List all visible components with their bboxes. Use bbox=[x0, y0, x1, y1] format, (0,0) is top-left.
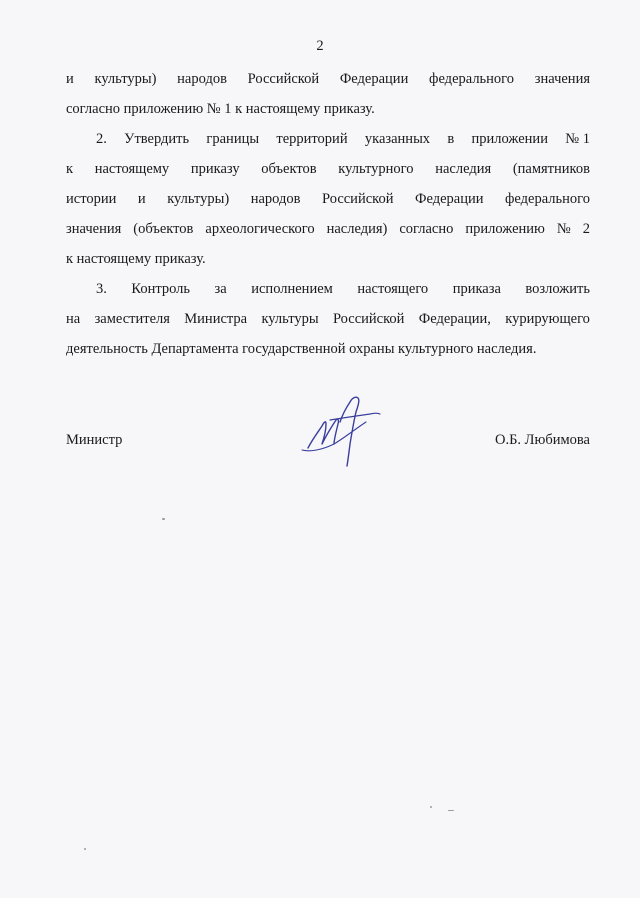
word: к bbox=[66, 161, 74, 177]
text-line: согласно приложению № 1 к настоящему приказу. bbox=[66, 101, 375, 117]
signatory-title: Министр bbox=[66, 432, 123, 448]
word: приложению bbox=[465, 221, 545, 237]
word: федерального bbox=[429, 71, 515, 87]
word: заместителя bbox=[94, 311, 170, 327]
word: исполнением bbox=[251, 281, 333, 297]
text-line bbox=[66, 304, 590, 334]
word: № bbox=[556, 221, 571, 237]
word: значения bbox=[534, 71, 590, 87]
scan-speck bbox=[448, 810, 454, 811]
word: за bbox=[214, 281, 227, 297]
word: культуры) bbox=[94, 71, 157, 87]
word: наследия bbox=[435, 161, 492, 177]
word: объектов bbox=[261, 161, 317, 177]
word: народов bbox=[250, 191, 301, 207]
word: в bbox=[447, 131, 455, 147]
text-line bbox=[66, 184, 590, 214]
word: наследия) bbox=[326, 221, 388, 237]
document-body bbox=[66, 64, 590, 364]
word: указанных bbox=[364, 131, 431, 147]
word: возложить bbox=[525, 281, 590, 297]
signature-block bbox=[66, 425, 590, 455]
word: народов bbox=[177, 71, 227, 87]
text-line bbox=[66, 124, 590, 154]
text-line bbox=[66, 64, 590, 94]
word: 3. bbox=[96, 281, 107, 297]
word: Федерации bbox=[415, 191, 484, 207]
word: Российской bbox=[322, 191, 394, 207]
word: культурного bbox=[338, 161, 414, 177]
word: федерального bbox=[505, 191, 590, 207]
word: и bbox=[66, 71, 74, 87]
text-line bbox=[66, 214, 590, 244]
word: приказу bbox=[190, 161, 240, 177]
word: 2 bbox=[582, 221, 590, 237]
page-number: 2 bbox=[316, 38, 324, 54]
word: настоящему bbox=[94, 161, 170, 177]
signatory-name: О.Б. Любимова bbox=[495, 432, 590, 448]
word: согласно bbox=[399, 221, 454, 237]
word: Российской bbox=[332, 311, 405, 327]
text-line: к настоящему приказу. bbox=[66, 251, 206, 267]
word: Утвердить bbox=[124, 131, 190, 147]
word: культуры) bbox=[167, 191, 230, 207]
word: Контроль bbox=[131, 281, 191, 297]
word: (памятников bbox=[512, 161, 590, 177]
word: на bbox=[66, 311, 81, 327]
word: археологического bbox=[205, 221, 315, 237]
word: № 1 bbox=[565, 131, 590, 147]
scan-speck bbox=[430, 806, 432, 808]
word: Российской bbox=[247, 71, 320, 87]
word: приложении bbox=[471, 131, 548, 147]
scan-speck bbox=[162, 518, 165, 520]
word: Федерации, bbox=[418, 311, 491, 327]
word: Министра bbox=[184, 311, 248, 327]
word: границы bbox=[206, 131, 260, 147]
text-line bbox=[66, 154, 590, 184]
word: значения bbox=[66, 221, 122, 237]
text-line: деятельность Департамента государственной охраны культурного наследия. bbox=[66, 341, 537, 357]
word: и bbox=[137, 191, 146, 207]
word: курирующего bbox=[505, 311, 590, 327]
word: Федерации bbox=[339, 71, 409, 87]
word: 2. bbox=[96, 131, 107, 147]
word: настоящего bbox=[357, 281, 429, 297]
word: (объектов bbox=[133, 221, 194, 237]
word: культуры bbox=[261, 311, 319, 327]
word: территорий bbox=[276, 131, 348, 147]
scan-speck bbox=[84, 848, 86, 850]
word: истории bbox=[66, 191, 117, 207]
word: приказа bbox=[452, 281, 501, 297]
text-line bbox=[66, 274, 590, 304]
